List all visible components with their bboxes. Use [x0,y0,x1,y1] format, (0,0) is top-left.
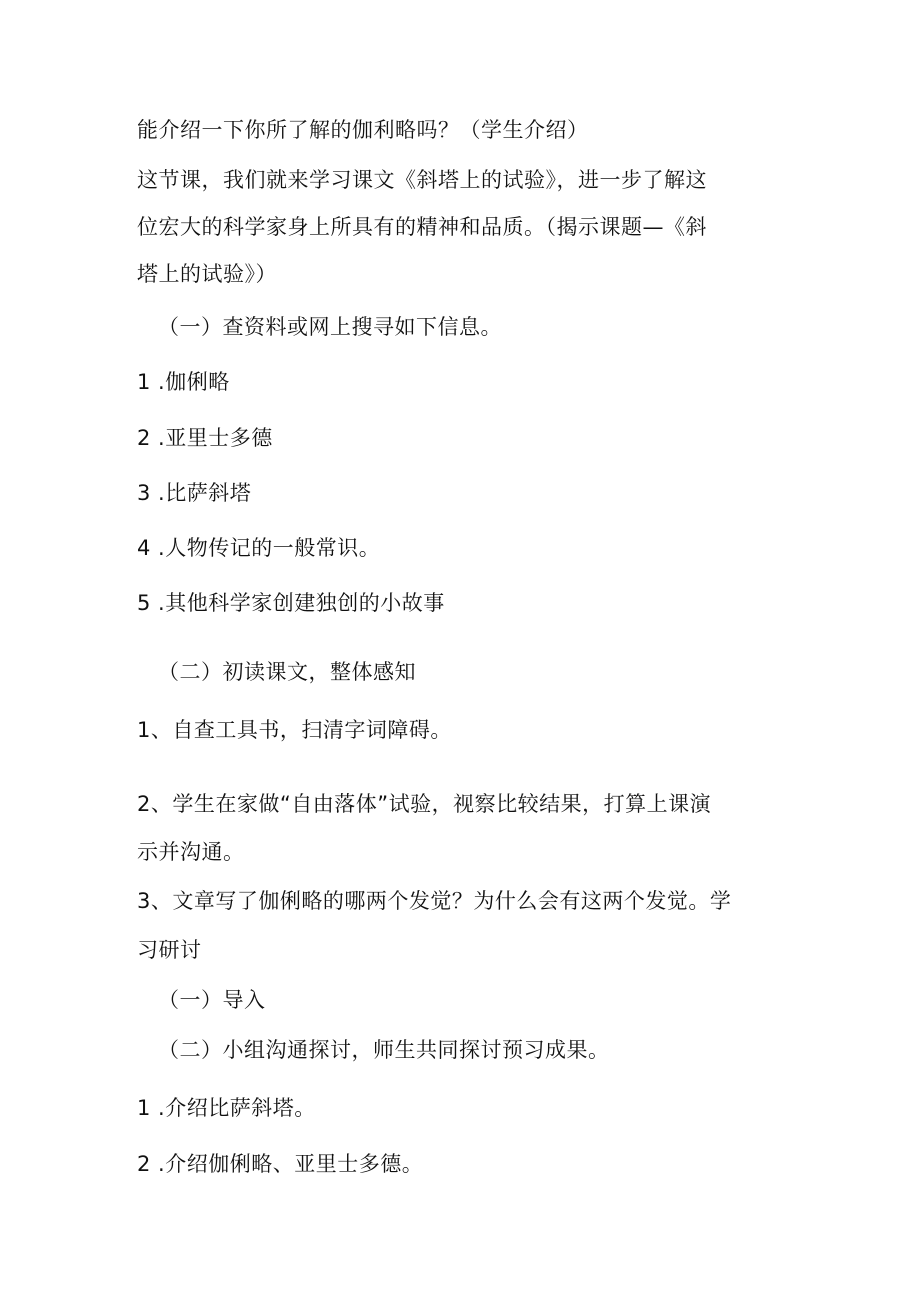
list-item: 1 .介绍比萨斜塔。 [137,1096,316,1120]
section-heading: （二）初读课文，整体感知 [158,660,416,684]
section-heading: （一）查资料或网上搜寻如下信息。 [158,315,502,339]
list-item: 1、自查工具书，扫清字词障碍。 [137,718,452,742]
section-heading: （一）导入 [158,988,266,1012]
list-item: 1 .伽俐略 [137,370,230,394]
list-item: 3、文章写了伽俐略的哪两个发觉？为什么会有这两个发觉。学 [137,889,732,913]
paragraph-line: 位宏大的科学家身上所具有的精神和品质。（揭示课题—《斜 [137,215,707,239]
list-item: 4 .人物传记的一般常识。 [137,536,381,560]
list-item: 3 .比萨斜塔 [137,481,252,505]
paragraph-line: 习研讨 [137,938,202,962]
section-heading: （二）小组沟通探讨，师生共同探讨预习成果。 [158,1038,610,1062]
paragraph-line: 这节课，我们就来学习课文《斜塔上的试验》，进一步了解这 [137,168,707,192]
paragraph-line: 塔上的试验》） [137,262,277,286]
paragraph-line: 能介绍一下你所了解的伽利略吗？（学生介绍） [137,118,589,142]
list-item: 2 .亚里士多德 [137,426,273,450]
paragraph-line: 示并沟通。 [137,840,245,864]
list-item: 5 .其他科学家创建独创的小故事 [137,591,445,615]
list-item: 2、学生在家做“自由落体”试验，视察比较结果，打算上课演 [137,792,712,816]
list-item: 2 .介绍伽俐略、亚里士多德。 [137,1152,424,1176]
